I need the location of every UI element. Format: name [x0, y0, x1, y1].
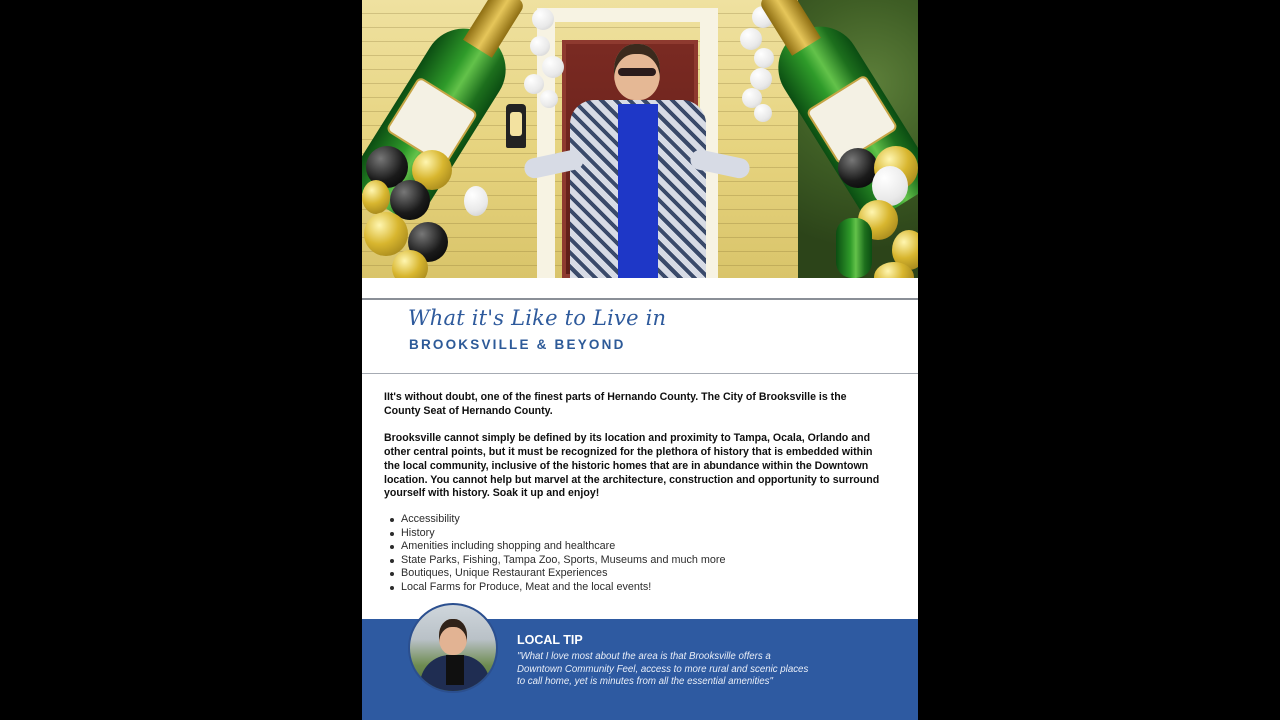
- shirt: [618, 104, 658, 278]
- paragraph-1: IIt's without doubt, one of the finest parts of Hernando County. The City of Brooksville is the County Seat of Hernando County.: [384, 391, 847, 417]
- balloon-white: [740, 28, 762, 50]
- list-item: Boutiques, Unique Restaurant Experiences: [384, 567, 884, 581]
- flyer-page: [362, 0, 918, 720]
- balloon-white: [530, 36, 550, 56]
- script-title: What it's Like to Live in: [408, 306, 667, 330]
- agent-photo: [558, 44, 718, 278]
- avatar-head: [439, 619, 467, 655]
- balloon-white: [540, 90, 558, 108]
- balloon-gold: [362, 180, 390, 214]
- list-item: History: [384, 527, 884, 541]
- list-item: Local Farms for Produce, Meat and the local events!: [384, 581, 884, 595]
- list-item: Accessibility: [384, 513, 884, 527]
- feature-list: [384, 513, 884, 595]
- balloon-white: [464, 186, 488, 216]
- mini-bottle: [836, 218, 872, 278]
- hero-photo: [362, 0, 918, 278]
- avatar-shirt: [446, 655, 464, 685]
- balloon-gold: [364, 212, 408, 256]
- divider-middle: [362, 373, 918, 374]
- door-lintel: [537, 8, 718, 22]
- balloon-gold: [392, 250, 428, 278]
- list-item: Amenities including shopping and healthcare: [384, 540, 884, 554]
- caps-title: BROOKSVILLE & BEYOND: [409, 337, 626, 352]
- avatar: [408, 603, 498, 693]
- tip-quote: "What I love most about the area is that Brooksville offers a Downtown Community Feel, access to more rural and scenic places to call home, yet is minutes from all the essential amenities": [517, 651, 809, 688]
- balloon-white: [754, 104, 772, 122]
- balloon-white: [532, 8, 554, 30]
- divider-top: [362, 298, 918, 300]
- balloon-white: [750, 68, 772, 90]
- balloon-white: [754, 48, 774, 68]
- tip-title: LOCAL TIP: [517, 633, 583, 647]
- balloon-white: [524, 74, 544, 94]
- sunglasses: [618, 68, 656, 76]
- body-text: [384, 391, 884, 501]
- porch-lamp: [506, 104, 526, 148]
- paragraph-2: Brooksville cannot simply be defined by its location and proximity to Tampa, Ocala, Orlando and other central points, but it must be recognized for the plethora of history that is embedded within the local community, inclusive of the historic homes that are in abundance within the Downtown location. You cannot help but marvel at the architecture, construction and opportunity to surround yourself with history. Soak it up and enjoy!: [384, 432, 880, 500]
- list-item: State Parks, Fishing, Tampa Zoo, Sports, Museums and much more: [384, 554, 884, 568]
